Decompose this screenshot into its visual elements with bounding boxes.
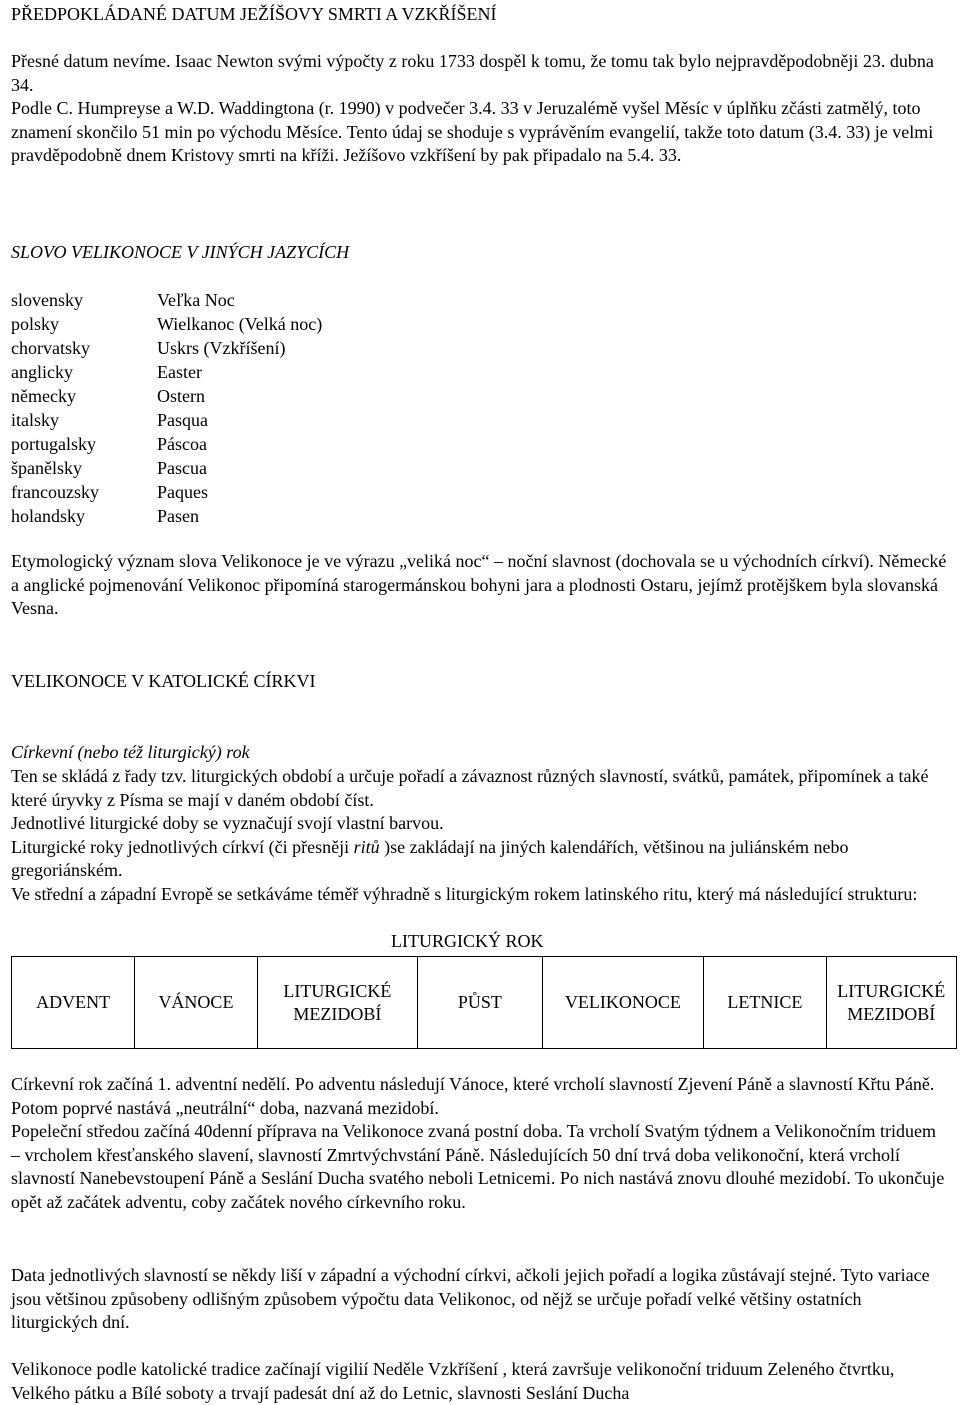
language-name: portugalsky xyxy=(11,434,96,454)
table-cell: LETNICE xyxy=(704,957,826,1049)
language-word: Pascua xyxy=(157,458,207,478)
language-list xyxy=(11,288,611,528)
list-item xyxy=(11,384,611,408)
table-cell: VÁNOCE xyxy=(135,957,257,1049)
language-word: Pasqua xyxy=(157,410,208,430)
paragraph-rites xyxy=(11,836,949,883)
table-row xyxy=(12,957,957,1049)
section-title-languages: SLOVO VELIKONOCE V JINÝCH JAZYCÍCH xyxy=(11,242,350,262)
language-name: holandsky xyxy=(11,506,85,526)
language-name: španělsky xyxy=(11,458,82,478)
paragraph-humphreys: Podle C. Humpreyse a W.D. Waddingtona (r. 1990) v podvečer 3.4. 33 v Jeruzalémě vyšel Měsíc v úplňku zčásti zatmělý, toto znamení skončilo 51 min po východu Měsíce. Tento údaj se shoduje s vyprávěním evangelií, takže toto datum (3.4. 33) je velmi pravděpodobně dnem Kristovy smrti na kříži. Ježíšovo vzkříšení by pak připadalo na 5.4. 33. xyxy=(11,98,934,165)
language-word: Pasen xyxy=(157,506,199,526)
paragraph-etymology: Etymologický význam slova Velikonoce je ve výrazu „veliká noc“ – noční slavnost (dochovala se u východních církví). Německé a anglické pojmenování Velikonoc připomíná starogermánskou bohyni jara a plodnosti Ostaru, jejímž protějškem byla slovanská Vesna. xyxy=(11,551,947,618)
table-cell: LITURGICKÉ MEZIDOBÍ xyxy=(826,957,956,1049)
language-word: Veľka Noc xyxy=(157,290,235,310)
paragraph-colors: Jednotlivé liturgické doby se vyznačují svojí vlastní barvou. xyxy=(11,813,444,833)
paragraph-periods: Ten se skládá z řady tzv. liturgických období a určuje pořadí a závaznost různých slavností, svátků, památek, připomínek a také které úryvky z Písma se mají v daném období číst. xyxy=(11,766,929,810)
subtitle-liturgical-year: Církevní (nebo též liturgický) rok xyxy=(11,742,250,762)
language-word: Easter xyxy=(157,362,202,382)
structure-title: LITURGICKÝ ROK xyxy=(391,931,544,951)
language-name: italsky xyxy=(11,410,59,430)
table-cell: PŮST xyxy=(418,957,542,1049)
section-title-date: PŘEDPOKLÁDANÉ DATUM JEŽÍŠOVY SMRTI A VZKŘÍŠENÍ xyxy=(11,4,497,24)
paragraph-newton: Přesné datum nevíme. Isaac Newton svými výpočty z roku 1733 dospěl k tomu, že tomu tak bylo nejpravděpodobněji 23. dubna 34. xyxy=(11,51,934,95)
language-name: polsky xyxy=(11,314,60,334)
language-name: chorvatsky xyxy=(11,338,90,358)
list-item xyxy=(11,480,611,504)
section-title-catholic: VELIKONOCE V KATOLICKÉ CÍRKVI xyxy=(11,671,316,691)
list-item xyxy=(11,456,611,480)
rites-text-before: Liturgické roky jednotlivých církví (či přesněji xyxy=(11,836,354,857)
language-name: francouzsky xyxy=(11,482,99,502)
liturgical-year-description xyxy=(11,1073,949,1214)
rites-text-after: )se zakládají na jiných kalendářích, většinou na juliánském nebo gregoriánském. xyxy=(11,836,849,880)
table-cell: LITURGICKÉ MEZIDOBÍ xyxy=(257,957,418,1049)
list-item xyxy=(11,288,611,312)
language-name: slovensky xyxy=(11,290,83,310)
paragraph-structure-intro: Ve střední a západní Evropě se setkáváme téměř výhradně s liturgickým rokem latinského ritu, který má následující strukturu: xyxy=(11,883,918,904)
rites-italic: ritů xyxy=(353,836,380,857)
language-word: Paques xyxy=(157,482,208,502)
language-name: anglicky xyxy=(11,362,73,382)
list-item xyxy=(11,360,611,384)
language-name: německy xyxy=(11,386,76,406)
language-word: Páscoa xyxy=(157,434,207,454)
table-cell: ADVENT xyxy=(12,957,135,1049)
list-item xyxy=(11,336,611,360)
liturgical-year-table xyxy=(11,956,957,1049)
paragraph-start: Církevní rok začíná 1. adventní nedělí. Po adventu následují Vánoce, které vrcholí slavností Zjevení Páně a slavností Křtu Páně. Potom poprvé nastává „neutrální“ doba, nazvaná mezidobí. xyxy=(11,1074,935,1118)
table-cell: VELIKONOCE xyxy=(542,957,704,1049)
liturgical-text xyxy=(11,765,949,906)
language-word: Ostern xyxy=(157,386,205,406)
list-item xyxy=(11,312,611,336)
paragraph-east-west: Data jednotlivých slavností se někdy liší v západní a východní církvi, ačkoli jejich pořadí a logika zůstávají stejné. Tyto variace jsou většinou způsobeny odlišným způsobem výpočtu data Velikonoc, od nějž se určuje pořadí velké většiny ostatních liturgických dní. xyxy=(11,1265,930,1332)
list-item xyxy=(11,504,611,528)
list-item xyxy=(11,408,611,432)
list-item xyxy=(11,432,611,456)
language-word: Wielkanoc (Velká noc) xyxy=(157,314,323,334)
paragraph-lent: Popeleční středou začíná 40denní příprava na Velikonoce zvaná postní doba. Ta vrcholí Svatým týdnem a Velikonočním triduem – vrcholem křesťanského slavení, slavností Zmrtvýchvstání Páně. Následujících 50 dní trvá doba velikonoční, která vrcholí slavností Nanebevstoupení Páně a Seslání Ducha svatého neboli Letnicemi. Po nich nastává znovu dlouhé mezidobí. To ukončuje opět až začátek adventu, coby začátek nového církevního roku. xyxy=(11,1121,945,1212)
paragraph-tradition: Velikonoce podle katolické tradice začínají vigilií Neděle Vzkříšení , která završuje velikonoční triduum Zeleného čtvrtku, Velkého pátku a Bílé soboty a trvají padesát dní až do Letnic, slavnosti Seslání Ducha xyxy=(11,1359,895,1403)
language-word: Uskrs (Vzkříšení) xyxy=(157,338,286,358)
